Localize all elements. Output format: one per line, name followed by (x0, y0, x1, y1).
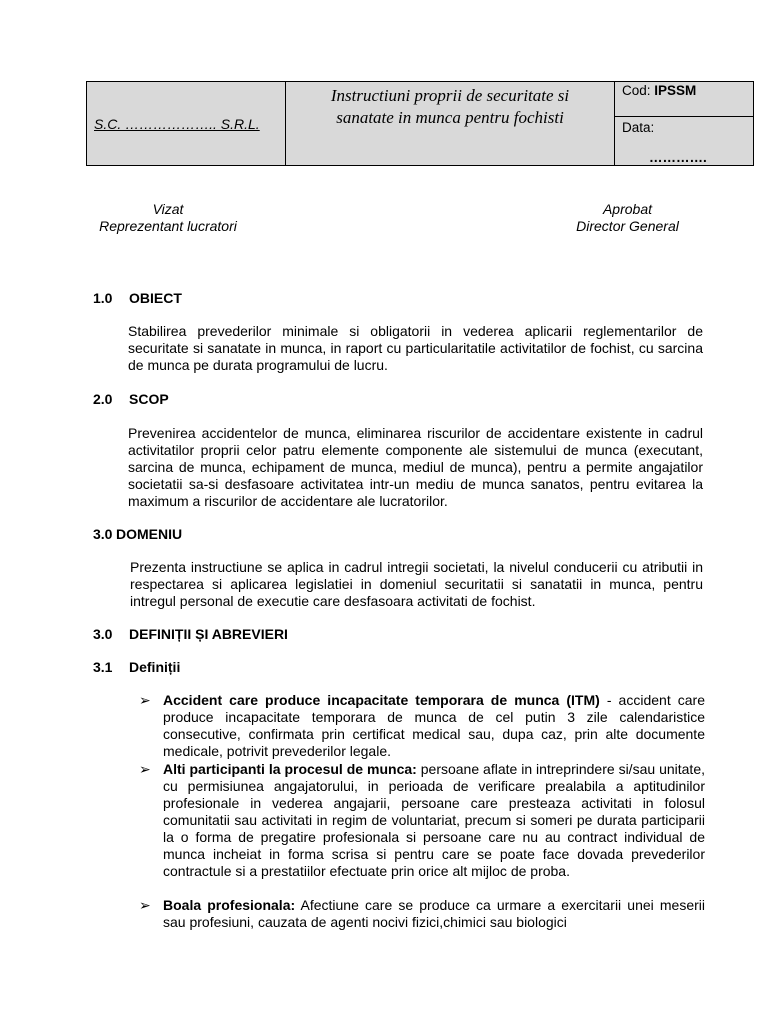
section-text-obiect: Stabilirea prevederilor minimale si obligatorii in vederea aplicarii reglementarilor de securitate si sanatate in munca, in raport cu particularitatile activitatilor de fochist, cu sarcina de munca pe durata programului de lucru. (128, 323, 703, 373)
section-title: DOMENIU (116, 526, 183, 542)
section-number: 3.0 (93, 626, 113, 642)
arrow-bullet-icon: ➢ (139, 761, 151, 777)
document-title-cell (286, 82, 615, 166)
definition-text: Afectiune care se produce ca urmare a exercitarii unei meserii sau profesiuni, cauzata de agenti nocivi fizici,chimici sau biologici (163, 897, 706, 930)
definition-term: Accident care produce incapacitate temporara de munca (ITM) (163, 692, 600, 708)
subsection-heading-definitii (93, 659, 180, 675)
definition-item (139, 692, 705, 760)
definition-text: persoane aflate in intreprindere si/sau unitate, cu permisiunea angajatorului, in perioada de verificare prealabila a aptitudinilor profesionale in vederea angajarii, persoane care presteaza activitati in folosul comunitatii sau activitati in regim de voluntariat, precum si someri pe durata participarii la o forma de pregatire profesionala si persoane care nu au contract individual de munca incheiat in forma scrisa si pentru care se poate face dovada prevederilor contractule si a prestatiilor efectuate prin orice alt mijloc de proba. (163, 761, 705, 879)
section-heading-definitii (93, 626, 288, 642)
section-number: 2.0 (93, 391, 113, 407)
definition-term: Alti participanti la procesul de munca: (163, 761, 417, 777)
data-cell (615, 117, 754, 166)
section-text-scop: Prevenirea accidentelor de munca, eliminarea riscurilor de accidentare existente in cadrul activitatilor proprii celor patru elemente componente ale sistemului de munca (executant, sarcina de munca, echipament de munca, mediul de munca), pentru a permite angajatilor societatii sa-si desfasoare activitatea intr-un mediu de munca sanatos, pentru evitarea la maximum a riscurilor de accidentare ale lucratorilor. (128, 425, 703, 509)
cod-label: Cod: (622, 83, 651, 98)
vizat-label: Vizat (152, 201, 184, 217)
definition-term: Boala profesionala: (163, 897, 296, 913)
company-name: S.C. ……………….. S.R.L. (94, 115, 260, 132)
section-number: 1.0 (93, 290, 113, 306)
aprobat-role: Director General (576, 218, 679, 234)
section-title: OBIECT (129, 290, 182, 306)
cod-value: IPSSM (654, 83, 697, 98)
document-header-table (86, 81, 754, 166)
definition-item (139, 761, 705, 880)
document-title-line-1: Instructiuni proprii de securitate si (330, 86, 570, 105)
section-text-domeniu: Prezenta instructiune se aplica in cadrul intregii societati, la nivelul conducerii cu atributii in respectarea si aplicarea legislatiei in domeniul securitatii si sanatatii in munca, pentru intregul personal de executie care desfasoara activitati de fochist. (130, 559, 703, 609)
aprobat-label: Aprobat (602, 201, 653, 217)
section-title: SCOP (129, 391, 169, 407)
section-title: Definiții (129, 659, 181, 675)
arrow-bullet-icon: ➢ (139, 897, 151, 913)
definition-item (139, 897, 705, 931)
signature-aprobat (565, 201, 690, 235)
arrow-bullet-icon: ➢ (139, 692, 151, 708)
section-heading-scop (93, 391, 169, 407)
data-placeholder: …………. (649, 150, 707, 165)
definition-text: - accident care produce incapacitate temporara de munca de cel putin 3 zile calendaristice consecutive, confirmata prin certificat medical sau, dupa caz, prin alte documente medicale, potrivit prevederilor legale. (163, 692, 705, 759)
section-number: 3.1 (93, 659, 113, 675)
section-heading-domeniu (93, 526, 182, 542)
signature-vizat (88, 201, 248, 235)
section-number: 3.0 (93, 526, 113, 542)
company-cell (87, 82, 286, 166)
cod-cell (615, 82, 754, 117)
vizat-role: Reprezentant lucratori (99, 218, 237, 234)
data-label: Data: (622, 120, 655, 135)
document-title-line-2: sanatate in munca pentru fochisti (336, 108, 564, 127)
section-title: DEFINIȚII ȘI ABREVIERI (129, 626, 288, 642)
section-heading-obiect (93, 290, 182, 306)
